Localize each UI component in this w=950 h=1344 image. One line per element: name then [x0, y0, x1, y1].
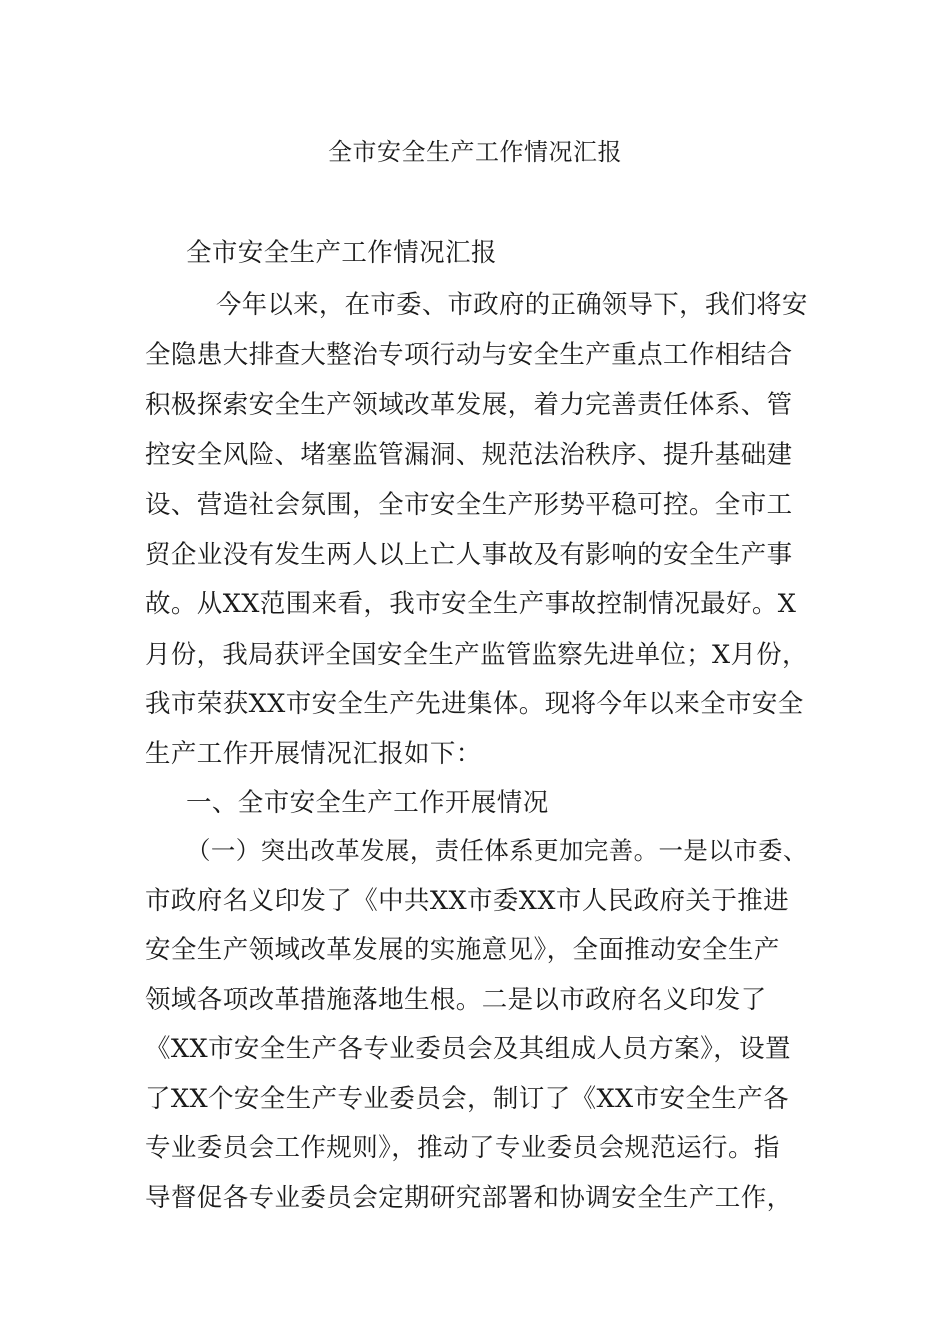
text-line: 导督促各专业委员会定期研究部署和协调安全生产工作，: [145, 1183, 793, 1213]
text-line: 专业委员会工作规则》，推动了专业委员会规范运行。指: [145, 1133, 780, 1163]
text-line: 了XX个安全生产专业委员会，制订了《XX市安全生产各: [145, 1084, 790, 1114]
text-line: 贸企业没有发生两人以上亡人事故及有影响的安全生产事: [145, 540, 793, 570]
document-title: 全市安全生产工作情况汇报: [328, 138, 622, 166]
text-line: 设、营造社会氛围，全市安全生产形势平稳可控。全市工: [145, 490, 793, 520]
text-line: 积极探索安全生产领域改革发展，着力完善责任体系、管: [145, 390, 793, 420]
text-line: 控安全风险、堵塞监管漏洞、规范法治秩序、提升基础建: [145, 440, 793, 470]
text-line: 安全生产领域改革发展的实施意见》，全面推动安全生产: [145, 935, 780, 965]
section-heading: 一、全市安全生产工作开展情况: [186, 788, 549, 818]
text-line: 领域各项改革措施落地生根。二是以市政府名义印发了: [145, 985, 767, 1015]
text-line: 我市荣获XX市安全生产先进集体。现将今年以来全市安全: [145, 689, 804, 719]
text-line: 全隐患大排查大整治专项行动与安全生产重点工作相结合: [145, 340, 793, 370]
text-line: 故。从XX范围来看，我市安全生产事故控制情况最好。X: [145, 589, 797, 619]
text-line: 全市安全生产工作情况汇报: [186, 238, 497, 268]
text-line: （一）突出改革发展，责任体系更加完善。一是以市委、: [186, 836, 808, 865]
text-line: 月份，我局获评全国安全生产监管监察先进单位；X月份，: [145, 639, 808, 669]
text-line: 《XX市安全生产各专业委员会及其组成人员方案》，设置: [145, 1034, 791, 1064]
text-line: 今年以来，在市委、市政府的正确领导下，我们将安: [216, 289, 808, 319]
text-line: 市政府名义印发了《中共XX市委XX市人民政府关于推进: [145, 886, 790, 916]
text-line: 生产工作开展情况汇报如下：: [145, 739, 482, 769]
